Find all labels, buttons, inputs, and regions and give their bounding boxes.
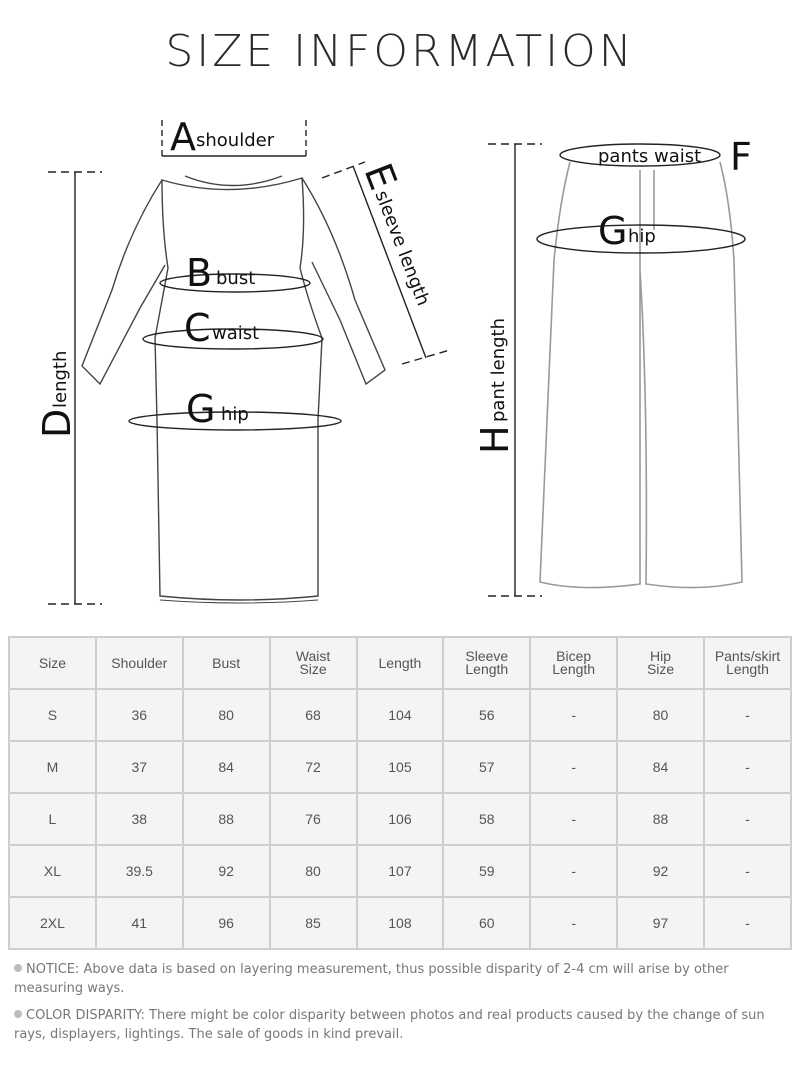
value-cell: 57 bbox=[443, 741, 530, 793]
column-header-line: Size bbox=[38, 654, 67, 671]
length-letter: D bbox=[35, 408, 79, 438]
column-header bbox=[704, 637, 791, 689]
column-header-line: Length bbox=[465, 661, 509, 677]
value-cell: 80 bbox=[183, 689, 270, 741]
hip-letter-dress: G bbox=[186, 387, 216, 431]
value-cell: 56 bbox=[443, 689, 530, 741]
column-header-line: Pants/skirt bbox=[714, 648, 781, 664]
value-cell: - bbox=[530, 793, 617, 845]
column-header bbox=[357, 637, 444, 689]
value-cell: - bbox=[704, 845, 791, 897]
table-row bbox=[9, 845, 791, 897]
sleeve-length-letter: E bbox=[355, 157, 406, 196]
hip-letter-pants: G bbox=[598, 209, 628, 253]
hip-label-pants: hip bbox=[628, 226, 656, 247]
value-cell: 37 bbox=[96, 741, 183, 793]
waist-letter: C bbox=[184, 306, 211, 350]
value-cell: 96 bbox=[183, 897, 270, 949]
notice-note bbox=[14, 960, 774, 998]
size-table-wrapper bbox=[8, 636, 792, 950]
column-header-line: Length bbox=[378, 654, 422, 671]
pant-length-label: pant length bbox=[488, 317, 509, 422]
bust-letter: B bbox=[186, 251, 213, 295]
size-cell: XL bbox=[9, 845, 96, 897]
column-header-line: Length bbox=[552, 661, 596, 677]
column-header-line: Length bbox=[726, 661, 769, 677]
value-cell: 72 bbox=[270, 741, 357, 793]
column-header-line: Size bbox=[646, 661, 675, 677]
value-cell: 92 bbox=[183, 845, 270, 897]
value-cell: 88 bbox=[617, 793, 704, 845]
value-cell: 104 bbox=[357, 689, 444, 741]
waist-label: waist bbox=[212, 323, 260, 344]
pants-waist-label: pants waist bbox=[598, 146, 702, 167]
color-disparity-note bbox=[14, 1006, 774, 1044]
shoulder-letter: A bbox=[170, 115, 196, 159]
pant-length-letter: H bbox=[473, 425, 517, 454]
table-row bbox=[9, 897, 791, 949]
value-cell: 92 bbox=[617, 845, 704, 897]
value-cell: 41 bbox=[96, 897, 183, 949]
column-header bbox=[183, 637, 270, 689]
column-header bbox=[96, 637, 183, 689]
value-cell: 105 bbox=[357, 741, 444, 793]
page-title: SIZE INFORMATION bbox=[165, 26, 635, 77]
column-header-line: Bust bbox=[212, 654, 241, 671]
column-header bbox=[530, 637, 617, 689]
value-cell: 80 bbox=[617, 689, 704, 741]
notice-text: NOTICE: Above data is based on layering measurement, thus possible disparity of 2-4 cm will arise by other measuring ways. bbox=[14, 962, 729, 996]
size-table bbox=[8, 636, 792, 950]
value-cell: 76 bbox=[270, 793, 357, 845]
value-cell: - bbox=[704, 897, 791, 949]
bullet-icon bbox=[14, 964, 22, 972]
value-cell: - bbox=[704, 689, 791, 741]
table-body bbox=[9, 689, 791, 949]
column-header bbox=[617, 637, 704, 689]
size-cell: S bbox=[9, 689, 96, 741]
length-label: length bbox=[50, 350, 71, 408]
value-cell: 58 bbox=[443, 793, 530, 845]
column-header-line: Sleeve bbox=[465, 648, 509, 664]
table-row bbox=[9, 793, 791, 845]
value-cell: 84 bbox=[183, 741, 270, 793]
value-cell: - bbox=[704, 741, 791, 793]
column-header-line: Waist bbox=[295, 648, 331, 664]
size-cell: 2XL bbox=[9, 897, 96, 949]
value-cell: 38 bbox=[96, 793, 183, 845]
hip-label-dress: hip bbox=[221, 404, 249, 425]
value-cell: 108 bbox=[357, 897, 444, 949]
pants-waist-letter: F bbox=[730, 135, 752, 179]
value-cell: 84 bbox=[617, 741, 704, 793]
value-cell: 36 bbox=[96, 689, 183, 741]
value-cell: - bbox=[530, 741, 617, 793]
sleeve-length-label: sleeve length bbox=[370, 187, 434, 309]
value-cell: 97 bbox=[617, 897, 704, 949]
shoulder-label: shoulder bbox=[196, 130, 275, 151]
table-row bbox=[9, 741, 791, 793]
value-cell: - bbox=[530, 689, 617, 741]
value-cell: 60 bbox=[443, 897, 530, 949]
dress-illustration bbox=[82, 176, 385, 603]
value-cell: - bbox=[530, 845, 617, 897]
color-disparity-text: COLOR DISPARITY: There might be color disparity between photos and real products caused by the change of sun rays, displayers, lightings. The sale of goods in kind prevail. bbox=[14, 1008, 765, 1042]
table-header-row bbox=[9, 637, 791, 689]
column-header-line: Size bbox=[299, 661, 327, 677]
bullet-icon bbox=[14, 1010, 22, 1018]
value-cell: 59 bbox=[443, 845, 530, 897]
value-cell: 85 bbox=[270, 897, 357, 949]
table-row bbox=[9, 689, 791, 741]
column-header bbox=[270, 637, 357, 689]
value-cell: 80 bbox=[270, 845, 357, 897]
size-cell: M bbox=[9, 741, 96, 793]
value-cell: - bbox=[530, 897, 617, 949]
bust-label: bust bbox=[216, 268, 256, 289]
column-header-line: Bicep bbox=[556, 648, 592, 664]
value-cell: 107 bbox=[357, 845, 444, 897]
column-header bbox=[9, 637, 96, 689]
value-cell: 88 bbox=[183, 793, 270, 845]
column-header bbox=[443, 637, 530, 689]
value-cell: 106 bbox=[357, 793, 444, 845]
column-header-line: Hip bbox=[650, 648, 672, 664]
value-cell: 68 bbox=[270, 689, 357, 741]
value-cell: - bbox=[704, 793, 791, 845]
column-header-line: Shoulder bbox=[111, 654, 168, 671]
value-cell: 39.5 bbox=[96, 845, 183, 897]
size-cell: L bbox=[9, 793, 96, 845]
notes-section bbox=[14, 960, 774, 1052]
